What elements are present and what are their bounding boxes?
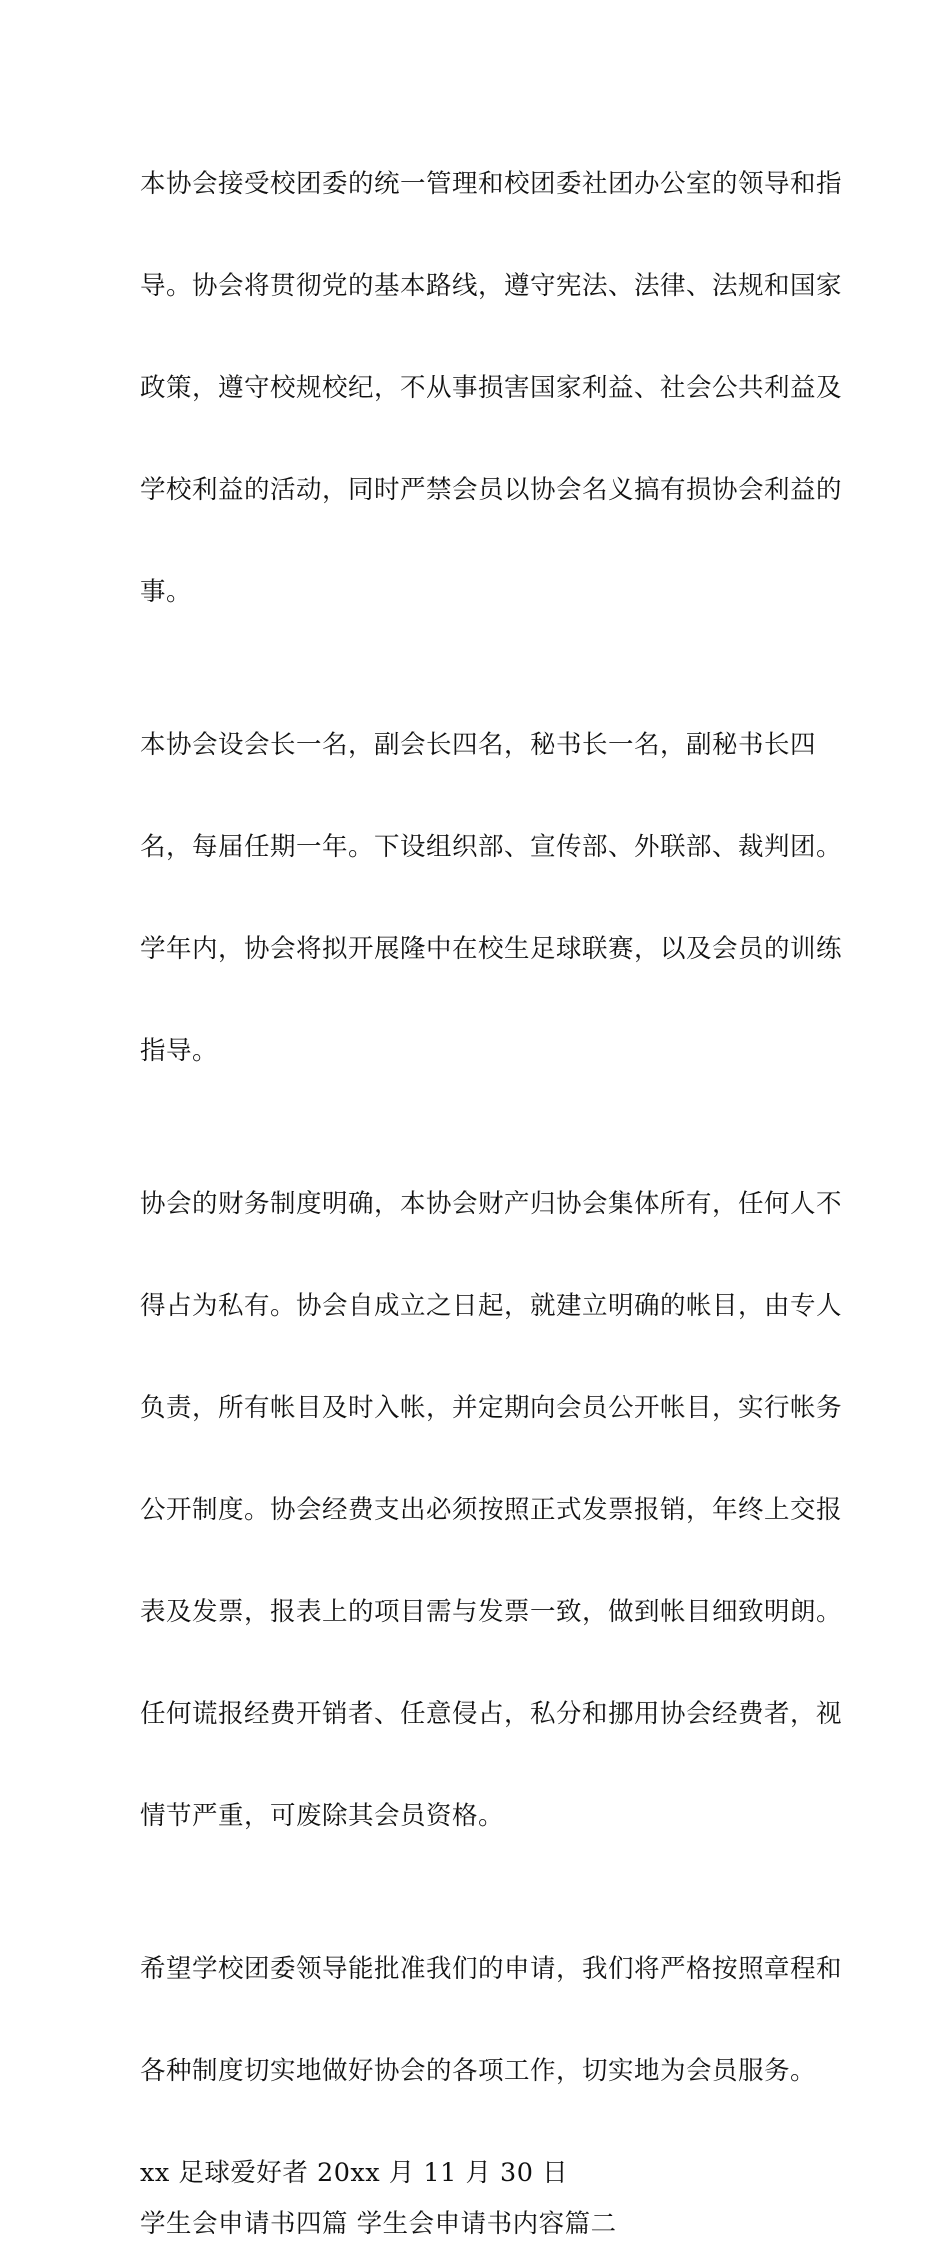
text-line: 本协会接受校团委的统一管理和校团委社团办公室的领导和指 <box>140 169 843 199</box>
text-line: 表及发票，报表上的项目需与发票一致，做到帐目细致明朗。 <box>140 1597 843 1627</box>
text-line: 指导。 <box>140 1036 219 1066</box>
text-line: 情节严重，可废除其会员资格。 <box>140 1801 505 1831</box>
text-line: 协会的财务制度明确，本协会财产归协会集体所有，任何人不 <box>140 1189 843 1219</box>
text-line: 名，每届任期一年。下设组织部、宣传部、外联部、裁判团。 <box>140 832 843 862</box>
document-body <box>140 108 843 2250</box>
signature-line: xx 足球爱好者 20xx 月 11 月 30 日 <box>140 2158 569 2188</box>
next-section-title: 学生会申请书四篇 学生会申请书内容篇二 <box>140 2209 617 2239</box>
text-line: 公开制度。协会经费支出必须按照正式发票报销，年终上交报 <box>140 1495 843 1525</box>
text-line: 本协会设会长一名，副会长四名，秘书长一名，副秘书长四 <box>140 730 817 760</box>
text-line: 希望学校团委领导能批准我们的申请，我们将严格按照章程和 <box>140 1954 843 1984</box>
paragraph-association-management <box>140 108 843 669</box>
paragraph-association-structure <box>140 669 843 1128</box>
text-line: 导。协会将贯彻党的基本路线，遵守宪法、法律、法规和国家 <box>140 271 843 301</box>
paragraph-finance-policy <box>140 1128 843 1893</box>
text-line: 得占为私有。协会自成立之日起，就建立明确的帐目，由专人 <box>140 1291 843 1321</box>
paragraph-closing-request <box>140 1893 843 2148</box>
text-line: 各种制度切实地做好协会的各项工作，切实地为会员服务。 <box>140 2056 817 2086</box>
text-line: 学年内，协会将拟开展隆中在校生足球联赛，以及会员的训练 <box>140 934 843 964</box>
text-line: 事。 <box>140 577 193 607</box>
text-line: 政策，遵守校规校纪，不从事损害国家利益、社会公共利益及 <box>140 373 843 403</box>
text-line: 任何谎报经费开销者、任意侵占，私分和挪用协会经费者，视 <box>140 1699 843 1729</box>
text-line: 学校利益的活动，同时严禁会员以协会名义搞有损协会利益的 <box>140 475 843 505</box>
text-line: 负责，所有帐目及时入帐，并定期向会员公开帐目，实行帐务 <box>140 1393 843 1423</box>
